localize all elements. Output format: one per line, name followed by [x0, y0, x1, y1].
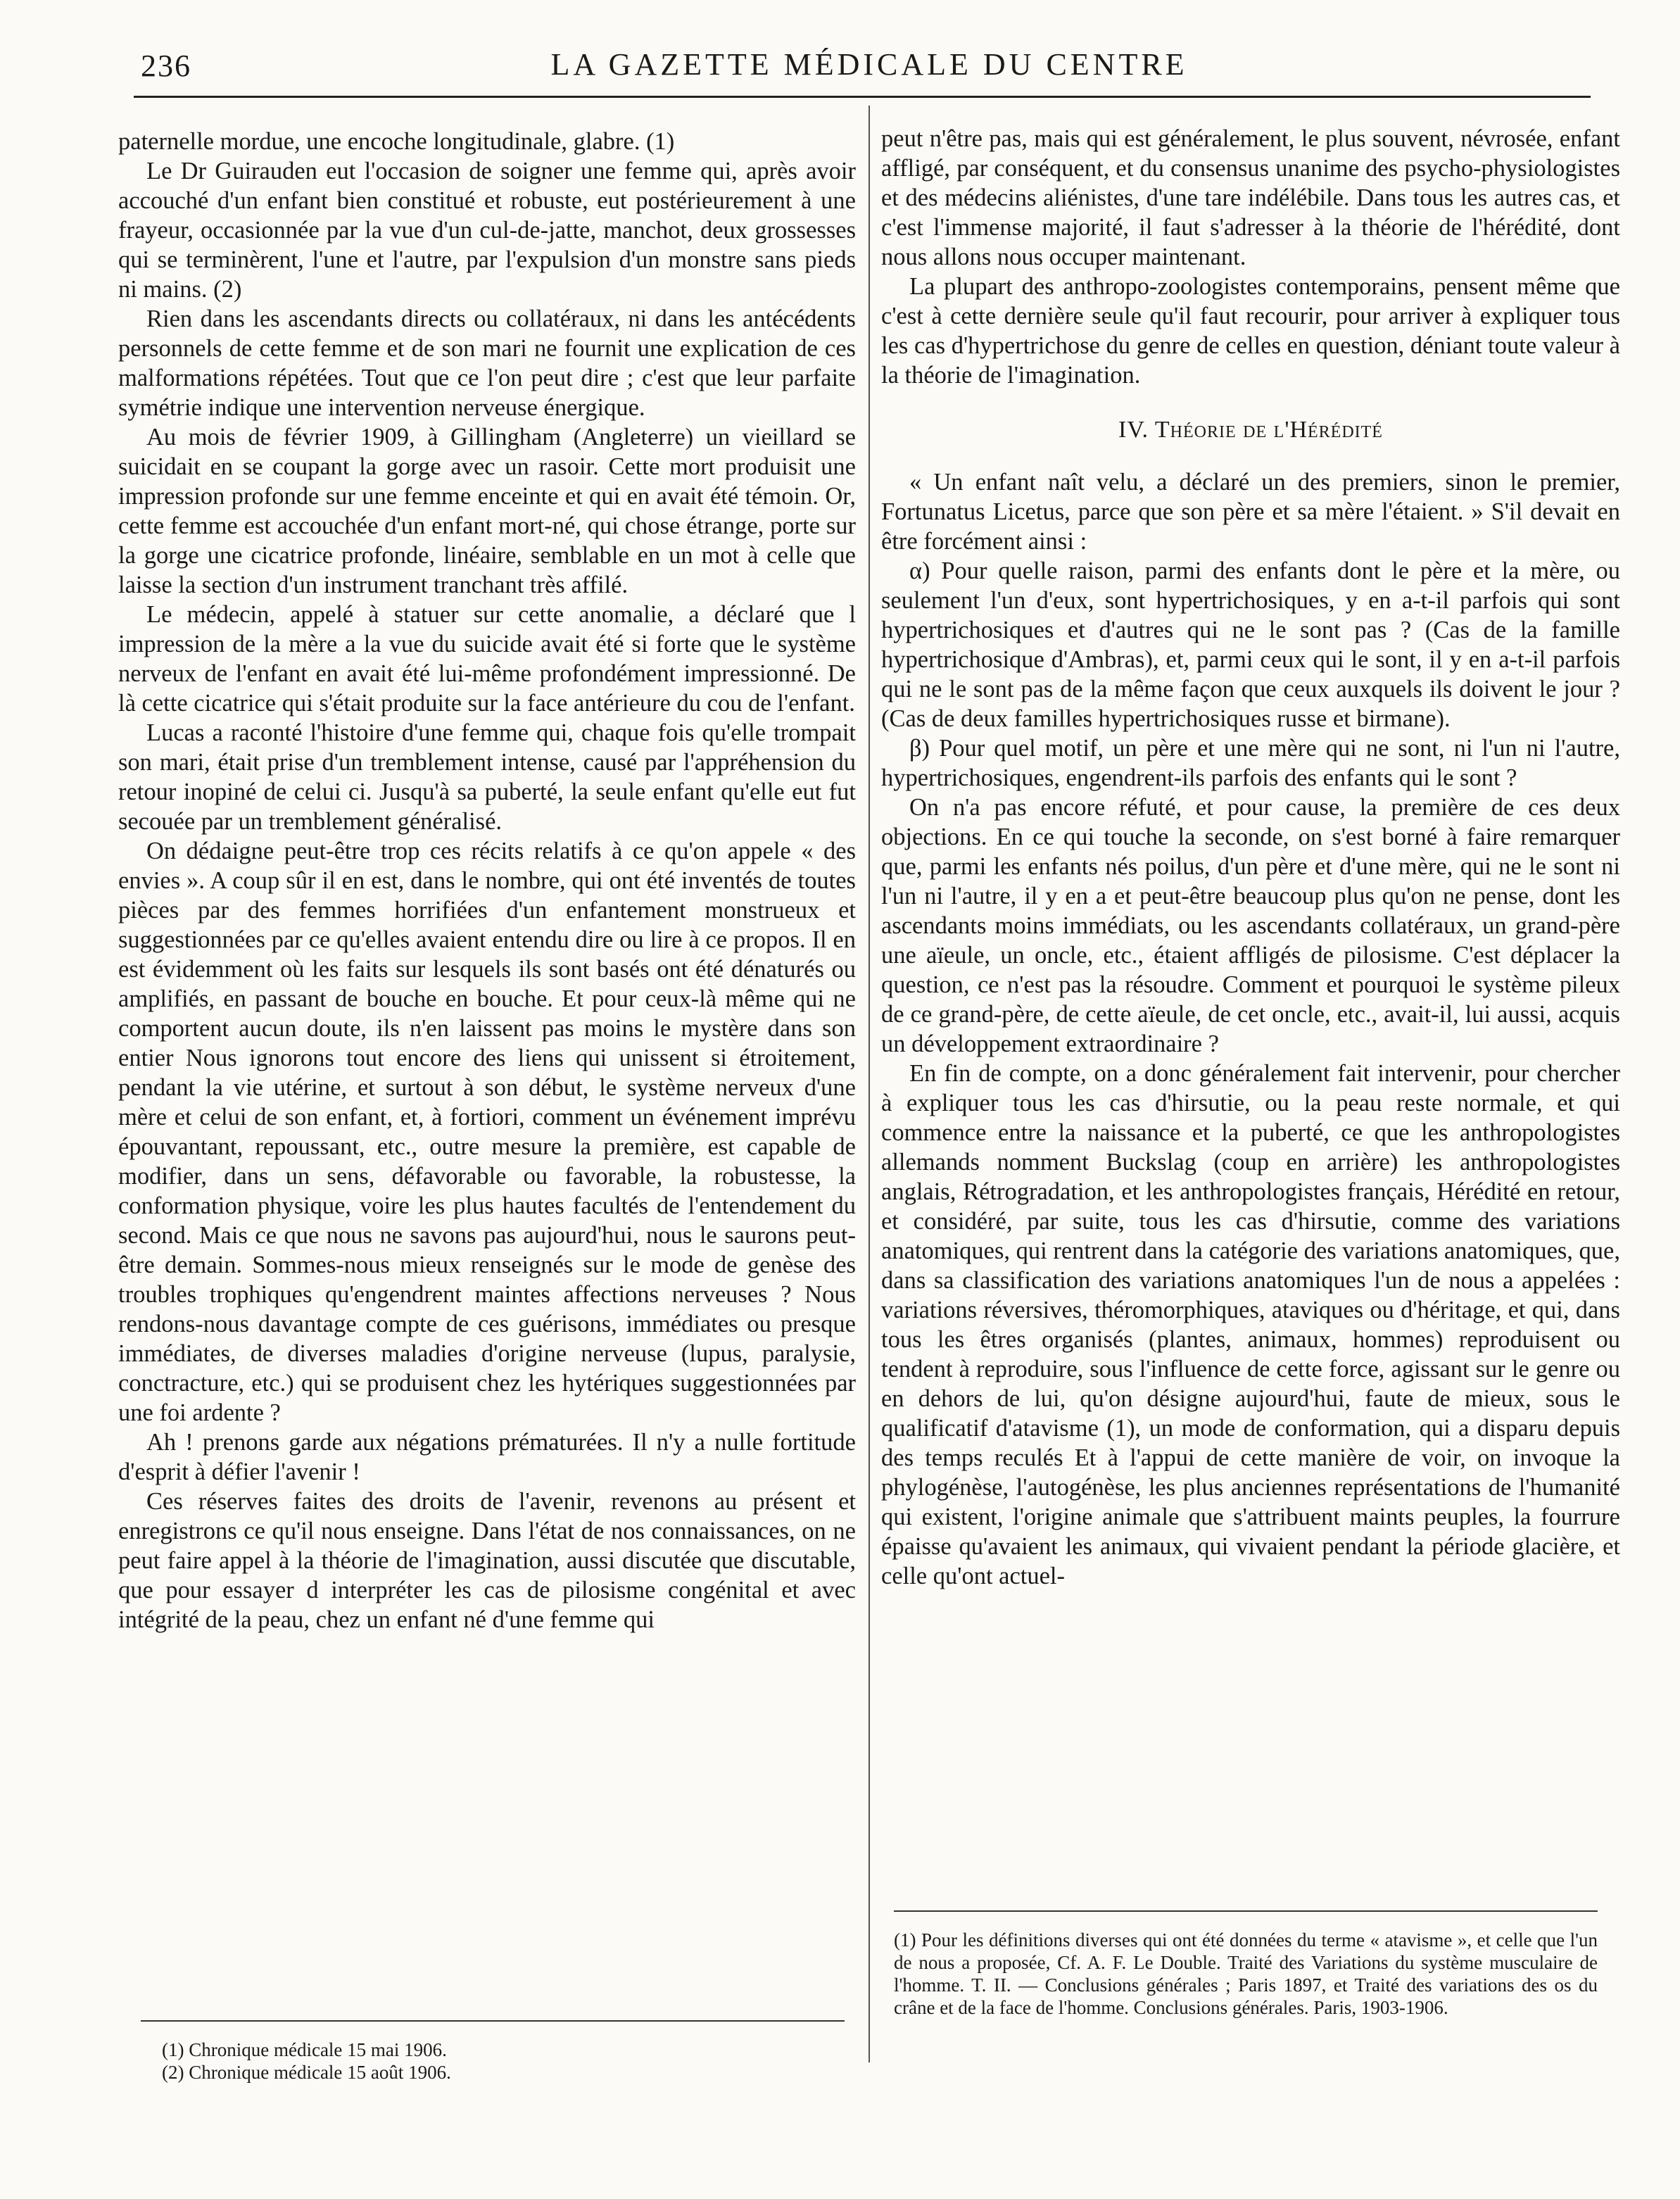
paragraph: La plupart des anthropo-zoologistes contemporains, pensent même que c'est à cette dernière seule qu'il faut recourir, pour arriver à expliquer tous les cas d'hypertrichose du genre de celles en question, déniant toute valeur à la théorie de l'imagination.	[881, 273, 1620, 389]
right-column	[881, 124, 1620, 1591]
paragraph: peut n'être pas, mais qui est généralement, le plus souvent, névrosée, enfant affligé, par conséquent, et du consensus unanime des psycho-physiologistes et des médecins aliénistes, d'une tare indélébile. Dans tous les autres cas, et c'est l'immense majorité, il faut s'adresser à la théorie de l'hérédité, dont nous allons nous occuper maintenant.	[881, 125, 1620, 270]
column-divider	[869, 106, 870, 2062]
footnote-rule	[141, 2020, 845, 2022]
paragraph: paternelle mordue, une encoche longitudinale, glabre. (1)	[118, 128, 675, 155]
paragraph: En fin de compte, on a donc généralement fait intervenir, pour chercher à expliquer tous les cas d'hirsutie, ou la peau reste normale, et qui commence entre la naissance et la puberté, ce que les anthropologistes allemands nomment Buckslag (coup en arrière) les anthropologistes anglais, Rétrogradation, et les anthropologistes français, Hérédité en retour, et considéré, par suite, tous les cas d'hirsutie, comme des variations anatomiques, qui rentrent dans la catégorie des variations anatomiques, que, dans sa classification des variations anatomiques l'un de nous a appelées : variations réversives, théromorphiques, ataviques ou d'héritage, et qui, dans tous les êtres organisés (plantes, animaux, hommes) reproduisent ou tendent à reproduire, sous l'influence de cette force, agissant sur le genre ou en dehors de lui, qu'on désigne aujourd'hui, faute de mieux, sous le qualificatif d'atavisme (1), un mode de conformation, qui a disparu depuis des temps reculés Et à l'appui de cette manière de voir, on invoque la phylogénèse, l'autogénèse, les plus anciennes représentations de l'humanité qui existent, l'origine animale que s'attribuent maints peuples, la fourrure épaisse qu'avaient les animaux, qui vivaient pendant la période glacière, et celle qu'ont actuel-	[881, 1060, 1620, 1589]
paragraph: Ah ! prenons garde aux négations prématurées. Il n'y a nulle fortitude d'esprit à défier l'avenir !	[118, 1429, 856, 1485]
right-footnotes	[894, 1929, 1598, 2019]
footnote: (2) Chronique médicale 15 août 1906.	[162, 2062, 451, 2083]
left-footnotes	[162, 2039, 838, 2084]
left-column	[118, 127, 856, 1634]
footnote-rule	[894, 1910, 1598, 1912]
paragraph: Rien dans les ascendants directs ou collatéraux, ni dans les antécédents personnels de cette femme et de son mari ne fournit une explication de ces malformations répétées. Tout que ce l'on peut dire ; c'est que leur parfaite symétrie indique une intervention nerveuse énergique.	[118, 305, 856, 421]
paragraph: α) Pour quelle raison, parmi des enfants dont le père et la mère, ou seulement l'un d'eux, sont hypertrichosiques, y en a-t-il parfois qui sont hypertrichosiques et d'autres qui ne le sont pas ? (Cas de la famille hypertrichosique d'Ambras), et, parmi ceux qui le sont, il y en a-t-il parfois qui ne le sont pas de la même façon que ceux auxquels ils doivent le jour ? (Cas de deux familles hypertrichosiques russe et birmane).	[881, 557, 1620, 732]
paragraph: On n'a pas encore réfuté, et pour cause, la première de ces deux objections. En ce qui touche la seconde, on s'est borné à faire remarquer que, parmi les enfants nés poilus, d'un père et d'une mère, qui ne le sont ni l'un ni l'autre, il y en a et peut-être beaucoup plus qu'on ne pense, dont les ascendants moins immédiats, ou les ascendants collatéraux, un grand-père une aïeule, un oncle, etc., étaient affligés de pilosisme. C'est déplacer la question, ce n'est pas la résoudre. Comment et pourquoi le système pileux de ce grand-père, de cette aïeule, de cet oncle, etc., avait-il, lui aussi, acquis un développement extraordinaire ?	[881, 794, 1620, 1057]
paragraph: Le Dr Guirauden eut l'occasion de soigner une femme qui, après avoir accouché d'un enfant bien constitué et robuste, eut postérieurement à une frayeur, occasionnée par la vue d'un cul-de-jatte, manchot, deux grossesses qui se terminèrent, l'une et l'autre, par l'expulsion d'un monstre sans pieds ni mains. (2)	[118, 158, 856, 303]
paragraph: Lucas a raconté l'histoire d'une femme qui, chaque fois qu'elle trompait son mari, était prise d'un tremblement intense, causé par l'appréhension du retour inopiné de celui ci. Jusqu'à sa puberté, la seule enfant qu'elle eut fut secouée par un tremblement généralisé.	[118, 719, 856, 835]
header-rule	[134, 96, 1591, 98]
running-title: LA GAZETTE MÉDICALE DU CENTRE	[550, 47, 1188, 82]
section-heading: IV. Théorie de l'Hérédité	[1118, 417, 1383, 443]
page-header	[141, 44, 1598, 93]
paragraph: β) Pour quel motif, un père et une mère qui ne sont, ni l'un ni l'autre, hypertrichosiques, engendrent-ils parfois des enfants qui le sont ?	[881, 735, 1620, 791]
footnote: (1) Pour les définitions diverses qui ont été données du terme « atavisme », et celle que l'un de nous a proposée, Cf. A. F. Le Double. Traité des Variations du système musculaire de l'homme. T. II. — Conclusions générales ; Paris 1897, et Traité des variations des os du crâne et de la face de l'homme. Conclusions générales. Paris, 1903-1906.	[894, 1929, 1598, 2018]
paragraph: Le médecin, appelé à statuer sur cette anomalie, a déclaré que l impression de la mère a la vue du suicide avait été si forte que le système nerveux de l'enfant en avait été lui-même profondément impressionné. De là cette cicatrice qui s'était produite sur la face antérieure du cou de l'enfant.	[118, 601, 856, 717]
footnote: (1) Chronique médicale 15 mai 1906.	[162, 2039, 447, 2060]
paragraph: « Un enfant naît velu, a déclaré un des premiers, sinon le premier, Fortunatus Licetus, parce que son père et sa mère l'étaient. » S'il devait en être forcément ainsi :	[881, 469, 1620, 555]
paragraph: Au mois de février 1909, à Gillingham (Angleterre) un vieillard se suicidait en se coupant la gorge avec un rasoir. Cette mort produisit une impression profonde sur une femme enceinte et qui en avait été témoin. Or, cette femme est accouchée d'un enfant mort-né, qui chose étrange, porte sur la gorge une cicatrice profonde, linéaire, semblable en un mot à celle que laisse la section d'un instrument tranchant très affilé.	[118, 424, 856, 598]
paragraph: Ces réserves faites des droits de l'avenir, revenons au présent et enregistrons ce qu'il nous enseigne. Dans l'état de nos connaissances, on ne peut faire appel à la théorie de l'imagination, aussi discutée que discutable, que pour essayer d interpréter les cas de pilosisme congénital et avec intégrité de la peau, chez un enfant né d'une femme qui	[118, 1488, 856, 1633]
paragraph: On dédaigne peut-être trop ces récits relatifs à ce qu'on appele « des envies ». A coup sûr il en est, dans le nombre, qui ont été inventés de toutes pièces par des femmes horrifiées d'un enfantement monstrueux et suggestionnées par ce qu'elles avaient entendu dire ou lire à ce propos. Il en est évidemment où les faits sur lesquels ils sont basés ont été dénaturés ou amplifiés, en passant de bouche en bouche. Et pour ceux-là même qui ne comportent aucun doute, ils n'en laissent pas moins le mystère dans son entier Nous ignorons tout encore des liens qui unissent si étroitement, pendant la vie utérine, et surtout à son début, le système nerveux d'une mère et celui de son enfant, et, à fortiori, comment un événement imprévu épouvantant, repoussant, etc., outre mesure la première, est capable de modifier, dans un sens, défavorable ou favorable, la robustesse, la conformation physique, voire les plus hautes facultés de l'entendement du second. Mais ce que nous ne savons pas aujourd'hui, nous le saurons peut-être demain. Sommes-nous mieux renseignés sur le mode de genèse des troubles trophiques qu'engendrent maintes affections nerveuses ? Nous rendons-nous davantage compte de ces guérisons, immédiates ou presque immédiates, de diverses maladies d'origine nerveuse (lupus, paralysie, conctracture, etc.) qui se produisent chez les hytériques suggestionnées par une foi ardente ?	[118, 838, 856, 1426]
page-number: 236	[141, 49, 191, 83]
